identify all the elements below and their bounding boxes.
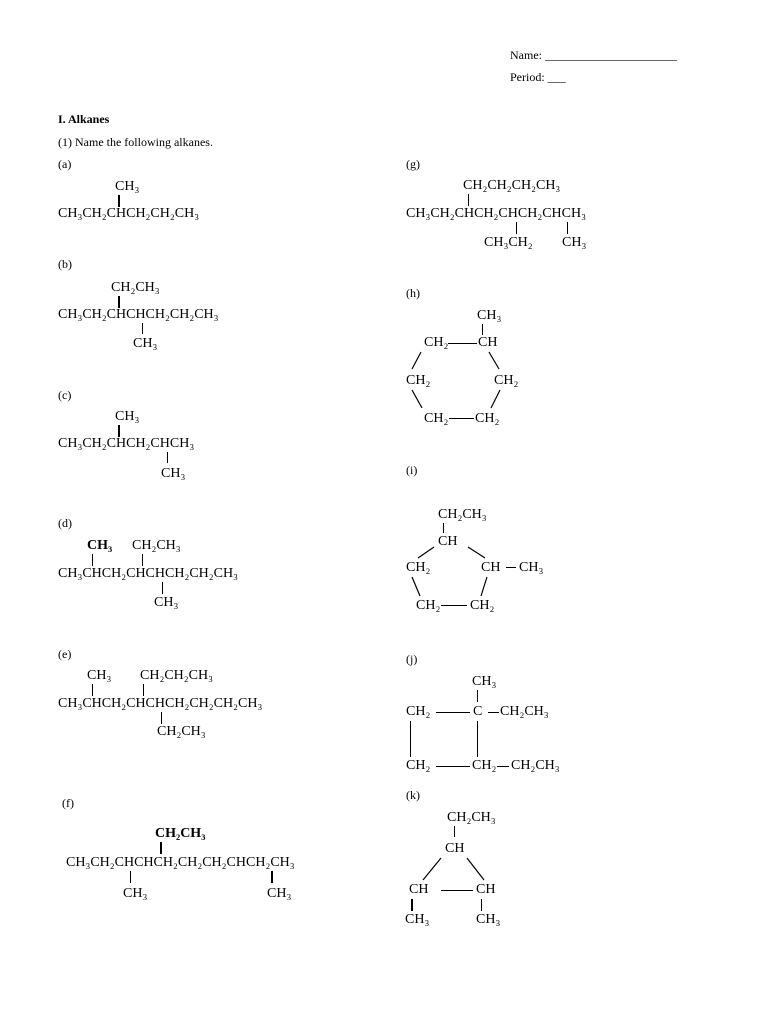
ring-k-ch-left: CH (409, 882, 429, 897)
formula-f-branch-bottom-1: CH₃ (123, 886, 148, 901)
ring-i-ch2-bottom-right: CH₂ (470, 598, 495, 613)
ring-i-ch2-left: CH₂ (406, 560, 431, 575)
bond-line (418, 547, 434, 558)
ring-i-ch2-bottom-left: CH₂ (416, 598, 441, 613)
formula-d-branch-top-1: CH₃ (87, 538, 113, 553)
formula-d-branch-bottom: CH₃ (154, 595, 179, 610)
bond-line (467, 858, 484, 880)
ring-h-ch: CH (478, 335, 498, 350)
formula-d-branch-top-2: CH₂CH₃ (132, 538, 181, 553)
bond-line (412, 577, 420, 596)
ring-j-methyl: CH₃ (472, 674, 497, 689)
ring-h-ch2-bottom-left: CH₂ (424, 411, 449, 426)
ring-j-ethyl-right: CH₂CH₃ (500, 704, 549, 719)
formula-f-chain: CH₃CH₂CHCHCH₂CH₂CH₂CHCH₂CH₃ (66, 855, 295, 870)
formula-e-branch-bottom: CH₂CH₃ (157, 724, 206, 739)
problem-label-i: (i) (406, 463, 418, 477)
formula-g-branch-top: CH₂CH₂CH₂CH₃ (463, 178, 561, 193)
ring-k-ch-top: CH (445, 841, 465, 856)
ring-k-methyl-right: CH₃ (476, 912, 501, 927)
ring-j-ch2-top-left: CH₂ (406, 704, 431, 719)
formula-g-branch-bottom-1: CH₃CH₂ (484, 235, 533, 250)
period-field-label: Period: ___ (510, 70, 566, 84)
ring-j-ch2-bottom-left: CH₂ (406, 758, 431, 773)
formula-a-chain: CH₃CH₂CHCH₂CH₂CH₃ (58, 206, 200, 221)
formula-a-branch: CH₃ (115, 179, 140, 194)
ring-h-ch3: CH₃ (477, 308, 502, 323)
problem-label-f: (f) (62, 796, 74, 810)
formula-f-branch-bottom-2: CH₃ (267, 886, 292, 901)
ring-h-ch2-right: CH₂ (494, 373, 519, 388)
formula-e-branch-top-2: CH₂CH₂CH₃ (140, 668, 213, 683)
ring-h-ch2-top-left: CH₂ (424, 335, 449, 350)
bond-line (491, 390, 500, 408)
problem-label-h: (h) (406, 286, 420, 300)
formula-e-chain: CH₃CHCH₂CHCHCH₂CH₂CH₂CH₃ (58, 696, 263, 711)
problem-label-j: (j) (406, 652, 418, 666)
problem-label-d: (d) (58, 516, 72, 530)
ring-j-ch2-bottom-right: CH₂ (472, 758, 497, 773)
ring-i-ch-right: CH (481, 560, 501, 575)
formula-c-chain: CH₃CH₂CHCH₂CHCH₃ (58, 436, 195, 451)
formula-g-chain: CH₃CH₂CHCH₂CHCH₂CHCH₃ (406, 206, 586, 221)
formula-g-branch-bottom-2: CH₃ (562, 235, 587, 250)
bond-line (481, 577, 487, 596)
bond-line (489, 352, 499, 369)
bond-line (412, 390, 422, 408)
problem-label-a: (a) (58, 157, 72, 171)
bond-line (468, 547, 485, 558)
problem-label-g: (g) (406, 157, 420, 171)
bond-line (412, 352, 421, 369)
problem-label-e: (e) (58, 647, 72, 661)
name-field-label: Name: ______________________ (510, 48, 677, 62)
formula-b-branch-bottom: CH₃ (133, 336, 158, 351)
problem-label-c: (c) (58, 388, 72, 402)
ring-j-quaternary-c: C (473, 704, 483, 719)
formula-c-branch-bottom: CH₃ (161, 466, 186, 481)
ring-i-ch-top: CH (438, 534, 458, 549)
ring-i-methyl: CH₃ (519, 560, 544, 575)
formula-c-branch-top: CH₃ (115, 409, 140, 424)
ring-h-ch2-bottom-right: CH₂ (475, 411, 500, 426)
formula-d-chain: CH₃CHCH₂CHCHCH₂CH₂CH₃ (58, 566, 238, 581)
formula-b-chain: CH₃CH₂CHCHCH₂CH₂CH₃ (58, 307, 219, 322)
formula-e-branch-top-1: CH₃ (87, 668, 112, 683)
section-title: I. Alkanes (58, 112, 110, 126)
ring-i-ethyl: CH₂CH₃ (438, 507, 487, 522)
problem-label-b: (b) (58, 257, 72, 271)
bond-line (423, 858, 441, 880)
problem-label-k: (k) (406, 788, 420, 802)
formula-b-branch-top: CH₂CH₃ (111, 280, 160, 295)
ring-j-ethyl-bottom: CH₂CH₃ (511, 758, 560, 773)
instruction-text: (1) Name the following alkanes. (58, 135, 213, 149)
ring-k-ch-right: CH (476, 882, 496, 897)
ring-k-methyl-left: CH₃ (405, 912, 430, 927)
ring-h-ch2-left: CH₂ (406, 373, 431, 388)
ring-k-ethyl: CH₂CH₃ (447, 810, 496, 825)
formula-f-branch-top: CH₂CH₃ (155, 826, 206, 841)
